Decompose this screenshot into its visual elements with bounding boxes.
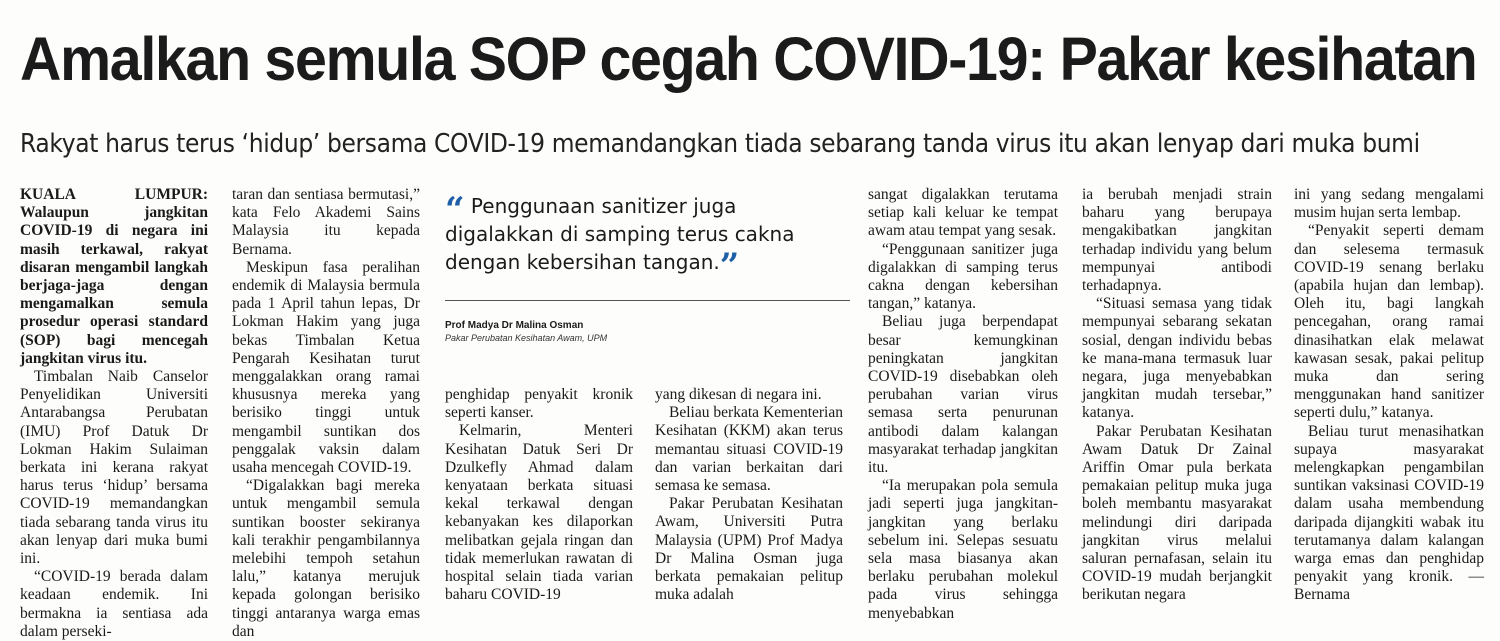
- column-3: [445, 386, 633, 604]
- pull-quote-body: Penggunaan sanitizer juga digalakkan di samping terus cakna dengan kebersihan tangan.: [445, 194, 795, 274]
- deck-subheadline: Rakyat harus terus ‘hidup’ bersama COVID-19 memandangkan tiada sebarang tanda virus itu akan lenyap dari muka bumi: [20, 129, 1420, 159]
- open-quote-icon: “: [445, 190, 465, 230]
- lead-text: Walaupun jangkitan COVID-19 di negara ini masih terkawal, rakyat disaran mengambil langkah berjaga-jaga dengan mengamalkan semula prosedur operasi standard (SOP) bagi mencegah jangkitan virus itu.: [20, 204, 208, 367]
- paragraph: Beliau turut menasihatkan supaya masyarakat melengkapkan pengambilan suntikan vaksinasi COVID-19 dalam usaha membendung daripada dijangkiti wabak itu terutamanya dalam kalangan warga emas dan penghidap penyakit yang kronik. — Bernama: [1294, 422, 1484, 604]
- paragraph: Timbalan Naib Canselor Penyelidikan Universiti Antarabangsa Perubatan (IMU) Prof Datuk Dr Lokman Hakim Sulaiman berkata ini kerana rakyat harus terus ‘hidup’ bersama COVID-19 memandangkan tiada sebarang tanda virus itu akan lenyap dari muka bumi ini.: [20, 368, 208, 568]
- paragraph: “Digalakkan bagi mereka untuk mengambil semula suntikan booster sekiranya kali terakhir pengambilannya melebihi tempoh setahun lalu,” katanya merujuk kepada golongan berisiko tinggi antaranya warga emas dan: [232, 477, 420, 640]
- paragraph: “Penyakit seperti demam dan selesema termasuk COVID-19 senang berlaku (apabila hujan dan lembap). Oleh itu, bagi langkah pencegahan, orang ramai dinasihatkan elak melawat kawasan sesak, pakai pelitup muka dan sering menggunakan hand sanitizer seperti dulu,” katanya.: [1294, 222, 1484, 422]
- dateline: KUALA LUMPUR:: [20, 186, 208, 203]
- paragraph: “COVID-19 berada dalam keadaan endemik. Ini bermakna ia sentiasa ada dalam perseki-: [20, 568, 208, 640]
- paragraph: ini yang sedang mengalami musim hujan serta lembap.: [1294, 186, 1484, 222]
- column-4: [655, 386, 843, 604]
- pull-quote-attribution-role: Pakar Perubatan Kesihatan Awam, UPM: [445, 333, 608, 343]
- paragraph: taran dan sentiasa bermutasi,” kata Felo Akademi Sains Malaysia itu kepada Bernama.: [232, 186, 420, 258]
- paragraph: Kelmarin, Menteri Kesihatan Datuk Seri Dr Dzulkefly Ahmad dalam kenyataan berkata situasi kekal terkawal dengan kebanyakan kes dilaporkan melibatkan gejala ringan dan tidak memerlukan rawatan di hospital selain tiada varian baharu COVID-19: [445, 422, 633, 604]
- pull-quote-attribution-name: Prof Madya Dr Malina Osman: [445, 320, 584, 331]
- paragraph: penghidap penyakit kronik seperti kanser.: [445, 386, 633, 422]
- pull-quote: [445, 190, 835, 286]
- headline: Amalkan semula SOP cegah COVID-19: Pakar kesihatan: [20, 25, 1477, 93]
- paragraph: Beliau berkata Kementerian Kesihatan (KKM) akan terus memantau situasi COVID-19 dan varian berkaitan dari semasa ke semasa.: [655, 404, 843, 495]
- paragraph: “Penggunaan sanitizer juga digalakkan di samping terus cakna dengan kebersihan tangan,” katanya.: [868, 240, 1058, 313]
- lead-paragraph: [20, 186, 208, 368]
- paragraph: ia berubah menjadi strain baharu yang berupaya mengakibatkan jangkitan terhadap individu yang belum mempunyai antibodi terhadapnya.: [1082, 186, 1272, 295]
- paragraph: Beliau juga berpendapat besar kemungkinan peningkatan jangkitan COVID-19 disebabkan oleh perubahan varian virus semasa serta penurunan antibodi dalam kalangan masyarakat terhadap jangkitan itu.: [868, 313, 1058, 477]
- column-7: [1294, 186, 1484, 605]
- paragraph: Meskipun fasa peralihan endemik di Malaysia bermula pada 1 April tahun lepas, Dr Lokman Hakim yang juga bekas Timbalan Ketua Pengarah Kesihatan turut menggalakkan orang ramai khususnya mereka yang berisiko tinggi untuk mengambil suntikan dos penggalak vaksin dalam usaha mencegah COVID-19.: [232, 258, 420, 477]
- column-5: [868, 186, 1058, 623]
- column-1: [20, 186, 208, 641]
- pull-quote-text: [445, 190, 835, 286]
- paragraph: yang dikesan di negara ini.: [655, 386, 822, 403]
- pull-quote-divider: [445, 300, 850, 301]
- column-2: [232, 186, 420, 641]
- paragraph: “Ia merupakan pola semula jadi seperti juga jangkitan-jangkitan yang berlaku sebelum ini. Selepas sesuatu sela masa biasanya akan berlaku perubahan molekul pada virus sehingga menyebabkan: [868, 477, 1058, 622]
- paragraph: “Situasi semasa yang tidak mempunyai sebarang sekatan sosial, dengan individu bebas ke mana-mana termasuk luar negara, juga menyebabkan jangkitan mudah tersebar,” katanya.: [1082, 295, 1272, 422]
- close-quote-icon: ”: [719, 246, 740, 286]
- paragraph: Pakar Perubatan Kesihatan Awam, Universiti Putra Malaysia (UPM) Prof Madya Dr Malina Osman juga berkata pemakaian pelitup muka adalah: [655, 495, 843, 604]
- paragraph: Pakar Perubatan Kesihatan Awam Datuk Dr Zainal Ariffin Omar pula berkata pemakaian pelitup muka juga boleh membantu masyarakat melindungi diri daripada jangkitan virus melalui saluran pernafasan, selain itu COVID-19 mudah berjangkit berikutan negara: [1082, 422, 1272, 604]
- paragraph: sangat digalakkan terutama setiap kali keluar ke tempat awam atau tempat yang sesak.: [868, 186, 1058, 240]
- column-6: [1082, 186, 1272, 605]
